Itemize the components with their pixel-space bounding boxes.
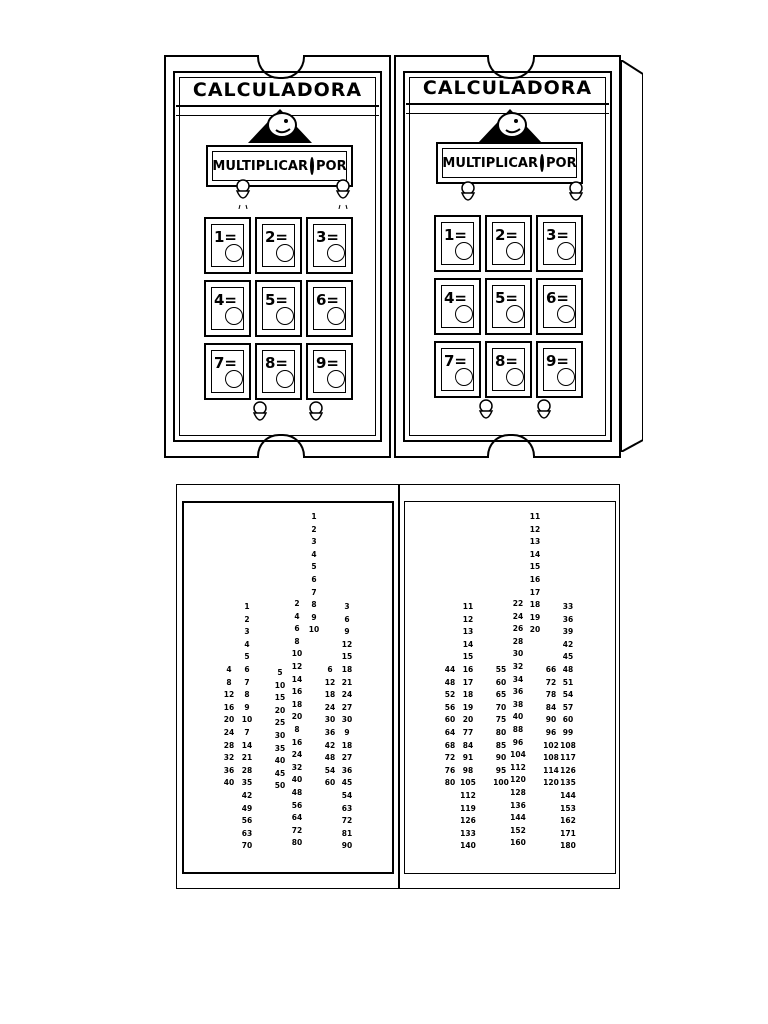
answer-value: 39 [562, 627, 574, 637]
key-5: 5= [485, 278, 532, 335]
answer-value: 28 [512, 636, 524, 646]
answer-value: 108 [543, 753, 559, 763]
answer-value: 152 [510, 825, 526, 835]
answer-value: 80 [444, 778, 456, 788]
answer-value: 160 [510, 838, 526, 848]
answer-value: 12 [324, 677, 336, 687]
key-6: 6= [306, 280, 353, 337]
answer-value: 44 [444, 665, 456, 674]
answer-column [492, 664, 510, 790]
answer-value: 19 [462, 702, 474, 712]
answer-value: 14 [241, 740, 253, 750]
answer-value: 96 [545, 727, 557, 737]
answer-value: 90 [545, 715, 557, 725]
answer-value: 112 [510, 762, 526, 772]
answer-value: 32 [512, 661, 524, 671]
answer-value: 51 [562, 677, 574, 687]
answer-value: 28 [223, 740, 235, 750]
answer-value: 66 [545, 665, 557, 674]
answer-value: 27 [341, 702, 353, 712]
answer-value: 100 [493, 778, 509, 788]
answer-value: 84 [545, 702, 557, 712]
answer-value: 18 [341, 740, 353, 750]
multiplier-circle [310, 157, 314, 175]
answer-value: 12 [291, 661, 303, 671]
answer-value: 11 [529, 512, 541, 521]
answer-value: 25 [274, 718, 286, 728]
answer-column [542, 664, 560, 790]
answer-value: 5 [244, 652, 250, 662]
answer-value: 60 [562, 715, 574, 725]
answer-value: 3 [244, 627, 250, 637]
answer-value: 85 [495, 740, 507, 750]
answer-value: 5 [311, 562, 317, 572]
answer-value: 18 [529, 600, 541, 610]
answer-value: 34 [512, 674, 524, 684]
answer-value: 133 [460, 828, 476, 838]
calculator-card-right [394, 55, 621, 458]
answer-column [338, 601, 356, 853]
answer-value: 171 [560, 828, 576, 838]
answer-value: 55 [495, 665, 507, 674]
key-7: 7= [434, 341, 481, 398]
key-2: 2= [485, 215, 532, 272]
answer-value: 18 [341, 664, 353, 674]
answer-value: 78 [545, 690, 557, 700]
answer-value: 120 [510, 775, 526, 785]
answer-value: 6 [344, 614, 350, 624]
answer-value: 2 [294, 599, 300, 608]
answer-value: 4 [311, 549, 317, 559]
answer-value: 36 [562, 614, 574, 624]
answer-value: 4 [244, 639, 250, 649]
answer-value: 10 [241, 715, 253, 725]
answer-value: 3 [344, 602, 350, 611]
answer-value: 70 [241, 841, 253, 851]
answer-value: 13 [529, 537, 541, 547]
answer-value: 136 [510, 800, 526, 810]
answer-value: 54 [324, 765, 336, 775]
answer-value: 72 [291, 825, 303, 835]
answer-value: 9 [311, 612, 317, 622]
answer-value: 75 [495, 715, 507, 725]
card-title: CALCULADORA [422, 77, 593, 99]
answer-value: 9 [244, 702, 250, 712]
answer-value: 12 [462, 614, 474, 624]
answer-value: 4 [294, 611, 300, 621]
answer-value: 9 [344, 727, 350, 737]
answer-value: 18 [462, 690, 474, 700]
answer-value: 117 [560, 753, 576, 763]
answer-value: 24 [341, 690, 353, 700]
answer-value: 54 [341, 790, 353, 800]
panel-divider [398, 485, 400, 888]
answer-value: 112 [460, 790, 476, 800]
answer-value: 81 [341, 828, 353, 838]
answer-value: 52 [444, 690, 456, 700]
answer-value: 15 [341, 652, 353, 662]
answer-value: 11 [462, 602, 474, 611]
answer-column [238, 601, 256, 853]
answer-value: 8 [294, 724, 300, 734]
answer-value: 48 [444, 677, 456, 687]
answer-value: 17 [462, 677, 474, 687]
woodstock-icon [474, 397, 498, 429]
answer-value: 56 [241, 816, 253, 826]
answer-column [288, 598, 306, 850]
key-5: 5= [255, 280, 302, 337]
answer-value: 20 [274, 705, 286, 715]
answer-value: 18 [291, 699, 303, 709]
por-label: POR [546, 155, 577, 171]
answer-value: 162 [560, 816, 576, 826]
answer-value: 40 [512, 712, 524, 722]
key-1: 1= [204, 217, 251, 274]
key-8: 8= [255, 343, 302, 400]
answer-value: 144 [510, 813, 526, 823]
answer-value: 3 [311, 537, 317, 547]
answer-value: 1 [244, 602, 250, 611]
answer-value: 40 [274, 756, 286, 766]
answer-value: 15 [529, 562, 541, 572]
por-label: POR [316, 158, 347, 174]
answer-column [305, 511, 323, 637]
answer-value: 104 [510, 750, 526, 760]
answer-value: 42 [324, 740, 336, 750]
answer-value: 80 [291, 838, 303, 848]
answer-value: 57 [562, 702, 574, 712]
woodstock-icon [532, 397, 556, 429]
answer-value: 64 [444, 727, 456, 737]
answer-column [526, 511, 544, 637]
answer-value: 63 [341, 803, 353, 813]
multiplier-circle [540, 154, 544, 172]
answer-value: 14 [529, 549, 541, 559]
answer-value: 6 [244, 664, 250, 674]
answer-value: 14 [291, 674, 303, 684]
answer-value: 15 [274, 693, 286, 703]
answer-value: 26 [512, 624, 524, 634]
answer-column [271, 667, 289, 793]
answer-value: 10 [274, 680, 286, 690]
answer-value: 72 [341, 816, 353, 826]
key-9: 9= [306, 343, 353, 400]
answer-value: 16 [291, 687, 303, 697]
woodstock-icon [564, 179, 588, 211]
answer-value: 20 [529, 625, 541, 635]
answer-value: 20 [291, 712, 303, 722]
answer-value: 72 [444, 753, 456, 763]
answer-value: 56 [444, 702, 456, 712]
answer-value: 35 [274, 743, 286, 753]
answer-value: 8 [311, 600, 317, 610]
key-2: 2= [255, 217, 302, 274]
answer-value: 13 [462, 627, 474, 637]
key-1: 1= [434, 215, 481, 272]
key-7: 7= [204, 343, 251, 400]
answer-value: 54 [562, 690, 574, 700]
answer-value: 120 [543, 778, 559, 788]
answer-value: 4 [226, 665, 232, 674]
answer-value: 48 [562, 664, 574, 674]
answer-value: 119 [460, 803, 476, 813]
answer-value: 7 [244, 727, 250, 737]
answer-value: 15 [462, 652, 474, 662]
answer-column [459, 601, 477, 853]
answer-value: 8 [294, 636, 300, 646]
answer-value: 140 [460, 841, 476, 851]
answer-value: 16 [462, 664, 474, 674]
multiply-label: MULTIPLICAR [212, 158, 308, 174]
answer-value: 19 [529, 612, 541, 622]
answer-column [441, 664, 459, 790]
answer-value: 18 [324, 690, 336, 700]
answer-value: 99 [562, 727, 574, 737]
answer-value: 60 [495, 677, 507, 687]
answer-value: 84 [462, 740, 474, 750]
key-3: 3= [536, 215, 583, 272]
answer-column [321, 664, 339, 790]
answer-value: 36 [324, 727, 336, 737]
side-flap [621, 60, 643, 452]
answer-value: 24 [223, 727, 235, 737]
card-title: CALCULADORA [192, 79, 363, 101]
answer-value: 128 [510, 787, 526, 797]
key-6: 6= [536, 278, 583, 335]
answer-value: 8 [244, 690, 250, 700]
answer-value: 65 [495, 690, 507, 700]
answer-value: 21 [341, 677, 353, 687]
answer-value: 24 [291, 750, 303, 760]
answer-value: 6 [327, 665, 333, 674]
answer-value: 2 [311, 524, 317, 534]
answer-value: 60 [324, 778, 336, 788]
calculator-card-left [164, 55, 391, 458]
answer-value: 105 [460, 778, 476, 788]
operation-box [436, 142, 583, 184]
key-9: 9= [536, 341, 583, 398]
answer-value: 144 [560, 790, 576, 800]
answer-value: 24 [512, 611, 524, 621]
answer-value: 56 [291, 800, 303, 810]
answer-value: 80 [495, 727, 507, 737]
answer-value: 6 [311, 574, 317, 584]
answer-value: 76 [444, 765, 456, 775]
answer-value: 90 [495, 753, 507, 763]
woodstock-icon [231, 177, 255, 209]
answer-value: 30 [512, 649, 524, 659]
answer-value: 12 [529, 524, 541, 534]
answer-value: 33 [562, 602, 574, 611]
answer-value: 126 [460, 816, 476, 826]
answer-value: 153 [560, 803, 576, 813]
answer-value: 30 [341, 715, 353, 725]
answer-value: 32 [223, 753, 235, 763]
answer-column [509, 598, 527, 850]
answer-value: 36 [341, 765, 353, 775]
answer-value: 20 [462, 715, 474, 725]
key-4: 4= [434, 278, 481, 335]
snoopy-illustration [474, 103, 546, 147]
answer-value: 91 [462, 753, 474, 763]
answer-value: 63 [241, 828, 253, 838]
answer-value: 7 [311, 587, 317, 597]
answer-value: 60 [444, 715, 456, 725]
answer-value: 68 [444, 740, 456, 750]
answer-value: 108 [560, 740, 576, 750]
answer-value: 10 [308, 625, 320, 635]
answer-value: 12 [223, 690, 235, 700]
answer-value: 98 [462, 765, 474, 775]
answer-value: 36 [223, 765, 235, 775]
answer-value: 16 [223, 702, 235, 712]
answer-column [220, 664, 238, 790]
answer-value: 30 [274, 730, 286, 740]
answer-value: 126 [560, 765, 576, 775]
answer-value: 22 [512, 599, 524, 608]
answer-value: 28 [241, 765, 253, 775]
answer-value: 30 [324, 715, 336, 725]
answer-value: 45 [341, 778, 353, 788]
answer-value: 21 [241, 753, 253, 763]
answer-value: 17 [529, 587, 541, 597]
answer-value: 32 [291, 762, 303, 772]
answer-value: 14 [462, 639, 474, 649]
answer-value: 48 [324, 753, 336, 763]
answer-value: 70 [495, 702, 507, 712]
answer-value: 6 [294, 624, 300, 634]
answer-value: 27 [341, 753, 353, 763]
answer-value: 95 [495, 765, 507, 775]
answer-value: 45 [562, 652, 574, 662]
woodstock-icon [248, 399, 272, 431]
answer-value: 102 [543, 740, 559, 750]
key-8: 8= [485, 341, 532, 398]
answer-value: 90 [341, 841, 353, 851]
answer-value: 42 [241, 790, 253, 800]
answer-value: 64 [291, 813, 303, 823]
answer-value: 77 [462, 727, 474, 737]
answer-value: 42 [562, 639, 574, 649]
answer-value: 72 [545, 677, 557, 687]
answer-value: 48 [291, 787, 303, 797]
answer-value: 38 [512, 699, 524, 709]
answer-value: 180 [560, 841, 576, 851]
answer-value: 16 [529, 574, 541, 584]
answer-value: 1 [311, 512, 317, 521]
answer-value: 2 [244, 614, 250, 624]
answer-value: 40 [291, 775, 303, 785]
woodstock-icon [304, 399, 328, 431]
answer-value: 36 [512, 687, 524, 697]
answer-value: 88 [512, 724, 524, 734]
answer-value: 24 [324, 702, 336, 712]
snoopy-illustration [244, 103, 316, 147]
answer-value: 16 [291, 737, 303, 747]
multiply-label: MULTIPLICAR [442, 155, 538, 171]
answer-column [559, 601, 577, 853]
answer-value: 135 [560, 778, 576, 788]
key-4: 4= [204, 280, 251, 337]
answer-value: 40 [223, 778, 235, 788]
answer-value: 10 [291, 649, 303, 659]
answer-value: 49 [241, 803, 253, 813]
answer-value: 96 [512, 737, 524, 747]
answer-value: 45 [274, 768, 286, 778]
answer-value: 35 [241, 778, 253, 788]
key-3: 3= [306, 217, 353, 274]
answer-value: 114 [543, 765, 559, 775]
answer-value: 8 [226, 677, 232, 687]
answer-value: 9 [344, 627, 350, 637]
answer-value: 7 [244, 677, 250, 687]
answer-value: 20 [223, 715, 235, 725]
answer-value: 5 [277, 668, 283, 677]
woodstock-icon [456, 179, 480, 211]
woodstock-icon [331, 177, 355, 209]
answer-value: 12 [341, 639, 353, 649]
answer-value: 50 [274, 781, 286, 791]
